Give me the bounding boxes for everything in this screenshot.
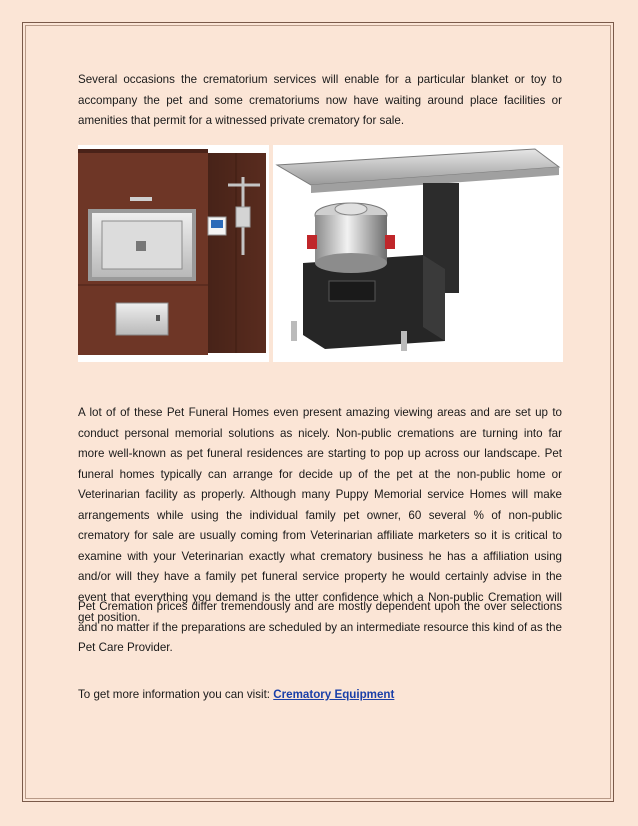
paragraph-funeral-homes: A lot of of these Pet Funeral Homes even present amazing viewing areas and are set up to conduct personal memorial solutions as nicely. Non-public cremations are turning into far more well-known as pet funeral residences are starting to pop up across our landscape. Pet funeral homes typically can arrange for decide up of the pet at the non-public home or Veterinarian facility as properly. Although many Puppy Memorial service Homes will make arrangements while using the individual family pet owner, 60 several % of non-public crematory for sale are usually coming from Veterinarian affiliate marketers so it is critical to examine with your Veterinarian exactly what crematory business he has a affiliation using and/or will they have a family pet funeral service property he would certainly advise in the event that everything you demand is the utter confidence which a Non-public Cremation will get position. — [78, 406, 562, 624]
paragraph-intro: Several occasions the crematorium services will enable for a particular blanket or toy to accompany the pet and some crematoriums now have waiting around place facilities or amenities that permit for a witnessed private crematory for sale. — [78, 73, 562, 127]
more-info-label: To get more information you can visit: — [78, 688, 274, 701]
paragraph-prices: Pet Cremation prices differ tremendously and are mostly dependent upon the over selections and no matter if the preparations are scheduled by an intermediate resource this kind of as the Pet Care Provider. — [78, 600, 562, 654]
paragraph-more-info — [78, 685, 562, 706]
crematory-equipment-link[interactable]: Crematory Equipment — [273, 688, 395, 701]
crematory-cabinet-image — [78, 145, 269, 362]
cremation-table-image — [273, 145, 563, 362]
